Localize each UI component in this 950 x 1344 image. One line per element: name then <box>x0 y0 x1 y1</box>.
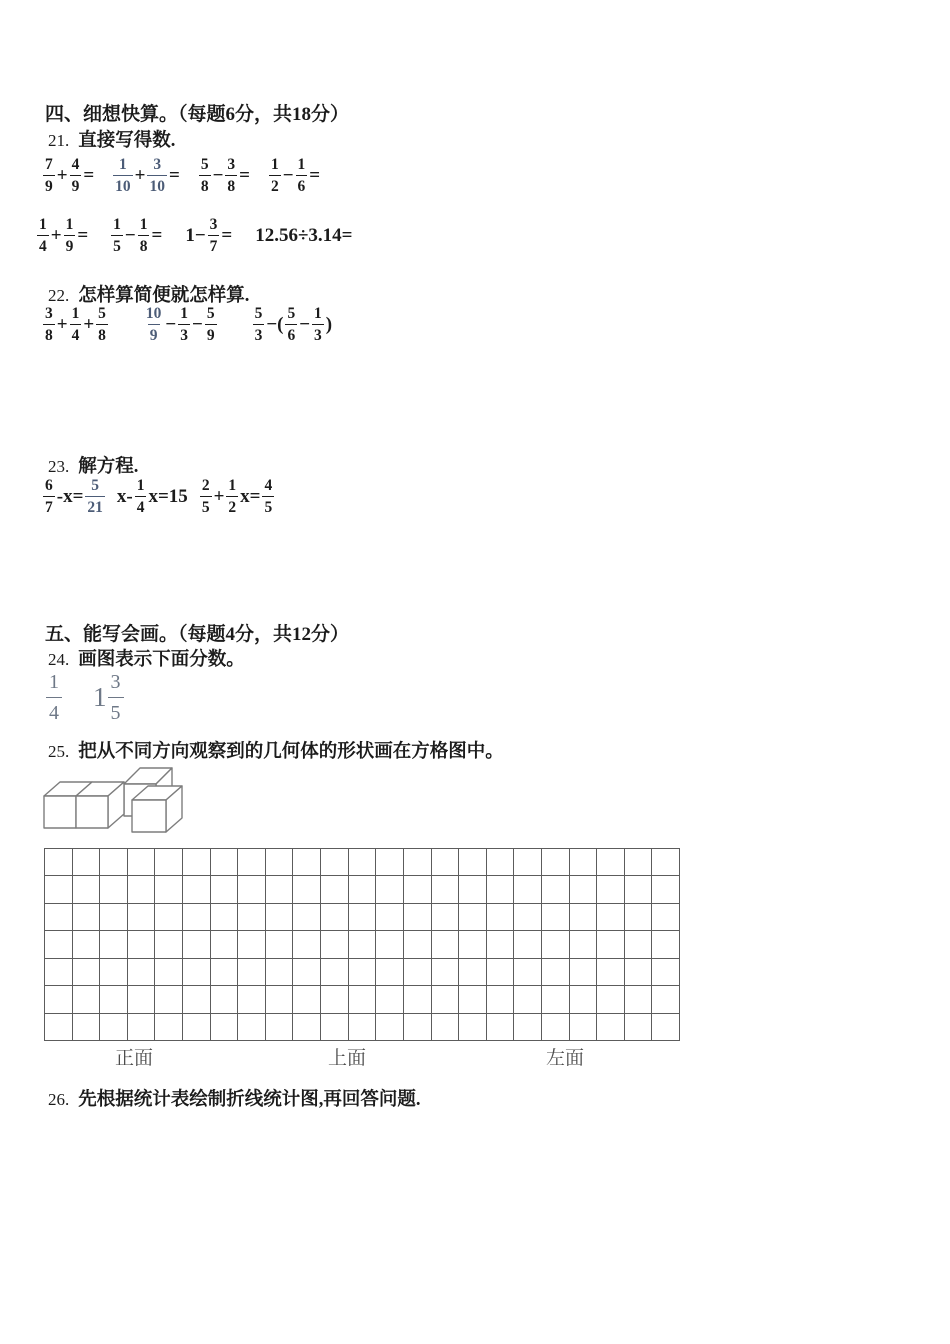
grid-cell <box>597 849 625 876</box>
fraction: $\frac{3}{10}$ <box>149 156 165 195</box>
grid-cell <box>404 931 432 958</box>
grid-cell <box>183 1014 211 1041</box>
grid-cell <box>266 876 294 903</box>
fraction: $\frac{1}{4}$ <box>39 216 47 255</box>
math-expression <box>198 157 251 194</box>
grid-cell <box>45 904 73 931</box>
q26-heading <box>48 1085 421 1111</box>
grid-cell <box>238 904 266 931</box>
grid-cell <box>211 876 239 903</box>
fraction: $\frac{5}{9}$ <box>206 305 215 344</box>
fraction: $\frac{1}{2}$ <box>270 156 279 195</box>
q23-title: 解方程. <box>78 457 139 477</box>
fraction: $\frac{1}{4}$ <box>46 672 62 723</box>
grid-cell <box>542 931 570 958</box>
whole-number: 1 <box>93 682 107 712</box>
grid-cell <box>432 986 460 1013</box>
math-expression <box>42 478 106 515</box>
math-operator: = <box>151 224 163 246</box>
grid-cell <box>542 904 570 931</box>
grid-cell <box>349 904 377 931</box>
grid-cell <box>349 849 377 876</box>
math-expression <box>143 306 218 343</box>
grid-cell <box>570 849 598 876</box>
grid-cell <box>514 959 542 986</box>
grid-cell <box>542 876 570 903</box>
math-operator: 1− <box>185 224 206 246</box>
grid-cell <box>404 876 432 903</box>
grid-label-left: 左面 <box>546 1048 585 1069</box>
fraction: $\frac{5}{6}$ <box>287 305 296 344</box>
grid-cell <box>155 849 183 876</box>
grid-cell <box>625 849 653 876</box>
grid-cell <box>45 959 73 986</box>
math-operator: x- <box>116 485 133 507</box>
grid-cell <box>128 876 156 903</box>
q23-heading <box>48 452 138 478</box>
math-expression <box>184 217 233 254</box>
math-operator: x= <box>240 485 261 507</box>
grid-cell <box>514 931 542 958</box>
math-operator: − <box>124 224 136 246</box>
grid-cell <box>211 959 239 986</box>
q24-heading <box>48 645 245 671</box>
grid-cell <box>542 1014 570 1041</box>
grid-cell <box>73 931 101 958</box>
math-expression <box>254 225 353 247</box>
math-operator: + <box>56 164 68 186</box>
grid-cell <box>542 849 570 876</box>
fraction: $\frac{3}{8}$ <box>45 305 53 344</box>
grid-cell <box>459 986 487 1013</box>
grid-cell <box>293 959 321 986</box>
math-operator: − <box>299 313 311 335</box>
section-5-heading: 五、能写会画。（每题4分，共12分） <box>45 624 350 645</box>
math-operator: = <box>83 164 95 186</box>
fraction: $\frac{1}{9}$ <box>65 216 74 255</box>
q21-math-row-2 <box>36 217 353 254</box>
grid-cell <box>100 986 128 1013</box>
q22-number: 22. <box>48 286 70 305</box>
fraction: $\frac{1}{4}$ <box>71 305 80 344</box>
grid-cell <box>487 1014 515 1041</box>
grid-cell <box>376 849 404 876</box>
math-expression <box>116 478 189 515</box>
fraction: $\frac{3}{7}$ <box>209 216 218 255</box>
grid-cell <box>128 849 156 876</box>
grid-cell <box>570 931 598 958</box>
grid-cell <box>73 904 101 931</box>
grid-cell <box>321 931 349 958</box>
grid-cell <box>376 904 404 931</box>
grid-cell <box>128 986 156 1013</box>
grid-cell <box>652 904 680 931</box>
math-expression <box>42 306 109 343</box>
q21-math-row-1 <box>42 157 321 194</box>
grid-cell <box>183 931 211 958</box>
q26-title: 先根据统计表绘制折线统计图,再回答问题. <box>78 1090 421 1110</box>
grid-cell <box>155 876 183 903</box>
grid-cell <box>155 959 183 986</box>
grid-cell <box>183 904 211 931</box>
cube-middle-front <box>76 796 108 828</box>
grid-cell <box>349 931 377 958</box>
math-operator: − <box>191 313 203 335</box>
grid-cell <box>459 876 487 903</box>
grid-cell <box>597 876 625 903</box>
grid-cell <box>597 986 625 1013</box>
grid-cell <box>652 986 680 1013</box>
q23-number: 23. <box>48 457 70 476</box>
math-operator: = <box>168 164 180 186</box>
grid-label-top: 上面 <box>328 1048 367 1069</box>
grid-cell <box>597 1014 625 1041</box>
math-operator: + <box>83 313 95 335</box>
grid-cell <box>293 1014 321 1041</box>
grid-cell <box>238 959 266 986</box>
fraction: $\frac{5}{3}$ <box>254 305 263 344</box>
grid-cell <box>514 849 542 876</box>
fraction: $\frac{4}{9}$ <box>71 156 80 195</box>
grid-cell <box>321 849 349 876</box>
grid-cell <box>625 986 653 1013</box>
math-expression <box>110 217 163 254</box>
q24-number: 24. <box>48 650 70 669</box>
grid-cell <box>293 904 321 931</box>
grid-cell <box>349 986 377 1013</box>
grid-cell <box>45 1014 73 1041</box>
math-operator: 12.56÷3.14= <box>255 224 353 246</box>
grid-cell <box>73 986 101 1013</box>
q25-title: 把从不同方向观察到的几何体的形状画在方格图中。 <box>78 742 504 762</box>
grid-cell <box>487 986 515 1013</box>
fraction: $\frac{5}{8}$ <box>200 156 209 195</box>
grid-cell <box>183 876 211 903</box>
math-operator: + <box>50 224 62 246</box>
grid-cell <box>652 931 680 958</box>
math-expression <box>268 157 321 194</box>
grid-cell <box>404 904 432 931</box>
grid-cell <box>570 876 598 903</box>
grid-cell <box>459 904 487 931</box>
fraction: $\frac{6}{7}$ <box>45 477 53 516</box>
grid-cell <box>404 986 432 1013</box>
q21-heading <box>48 126 175 152</box>
grid-cell <box>73 1014 101 1041</box>
grid-cell <box>128 1014 156 1041</box>
grid-cell <box>128 904 156 931</box>
grid-cell <box>211 1014 239 1041</box>
grid-cell <box>100 931 128 958</box>
grid-cell <box>625 904 653 931</box>
grid-cell <box>100 1014 128 1041</box>
fraction: $\frac{7}{9}$ <box>45 156 53 195</box>
math-operator: − <box>282 164 294 186</box>
grid-cell <box>459 849 487 876</box>
grid-cell <box>487 904 515 931</box>
q25-number: 25. <box>48 742 70 761</box>
grid-cell <box>266 849 294 876</box>
section-4-heading: 四、细想快算。（每题6分，共18分） <box>45 104 350 125</box>
grid-cell <box>459 931 487 958</box>
grid-cell <box>266 931 294 958</box>
grid-cell <box>625 1014 653 1041</box>
grid-cell <box>45 876 73 903</box>
grid-cell <box>376 876 404 903</box>
grid-cell <box>183 959 211 986</box>
grid-cell <box>238 986 266 1013</box>
grid-cell <box>266 959 294 986</box>
grid-cell <box>404 1014 432 1041</box>
math-operator: = <box>239 164 250 186</box>
grid-cell <box>432 876 460 903</box>
grid-cell <box>570 1014 598 1041</box>
grid-cell <box>597 931 625 958</box>
grid-cell <box>459 959 487 986</box>
grid-cell <box>625 959 653 986</box>
math-expression <box>112 157 181 194</box>
grid-cell <box>652 849 680 876</box>
grid-cell <box>293 876 321 903</box>
grid-cell <box>349 959 377 986</box>
math-operator: −( <box>266 313 284 335</box>
fraction: $\frac{4}{5}$ <box>264 477 273 516</box>
grid-cell <box>155 931 183 958</box>
grid-cell <box>487 876 515 903</box>
grid-cell <box>211 849 239 876</box>
q22-title: 怎样算简便就怎样算. <box>78 286 250 306</box>
grid-cell <box>45 931 73 958</box>
grid-cell <box>376 931 404 958</box>
math-operator: + <box>56 313 68 335</box>
grid-cell <box>652 876 680 903</box>
grid-cell <box>570 959 598 986</box>
math-expression <box>93 672 125 723</box>
grid-cell <box>238 876 266 903</box>
grid-cell <box>514 986 542 1013</box>
fraction: $\frac{3}{5}$ <box>108 672 124 723</box>
fraction: $\frac{1}{3}$ <box>180 305 188 344</box>
grid-cell <box>73 959 101 986</box>
grid-cell <box>45 849 73 876</box>
grid-cell <box>238 849 266 876</box>
fraction: $\frac{1}{4}$ <box>136 477 145 516</box>
cube-figure <box>36 758 192 844</box>
math-operator: x=15 <box>148 485 188 507</box>
q22-math-row <box>42 306 333 343</box>
fraction: $\frac{1}{10}$ <box>115 156 131 195</box>
fraction: $\frac{3}{8}$ <box>227 156 236 195</box>
grid-cell <box>211 931 239 958</box>
grid-cell <box>625 876 653 903</box>
grid-cell <box>376 1014 404 1041</box>
fraction: $\frac{5}{21}$ <box>87 477 103 516</box>
grid-cell <box>597 959 625 986</box>
grid-cell <box>100 959 128 986</box>
math-expression <box>199 478 275 515</box>
grid-cell <box>487 849 515 876</box>
grid-cell <box>652 959 680 986</box>
grid-cell <box>514 1014 542 1041</box>
grid-cell <box>293 931 321 958</box>
grid-cell <box>100 876 128 903</box>
grid-cell <box>432 1014 460 1041</box>
grid-cell <box>321 1014 349 1041</box>
q22-heading <box>48 281 249 307</box>
grid-cell <box>349 1014 377 1041</box>
grid-cell <box>321 876 349 903</box>
grid-cell <box>266 904 294 931</box>
grid-cell <box>514 876 542 903</box>
grid-cell <box>597 904 625 931</box>
fraction: $\frac{1}{6}$ <box>297 156 306 195</box>
grid-cell <box>155 904 183 931</box>
math-operator: -x= <box>56 485 84 507</box>
q26-number: 26. <box>48 1090 70 1109</box>
grid-cell <box>376 986 404 1013</box>
grid-cell <box>155 1014 183 1041</box>
grid-cell <box>128 959 156 986</box>
math-operator: = <box>309 164 321 186</box>
grid-cell <box>321 959 349 986</box>
cube-right-front <box>132 800 166 832</box>
grid-cell <box>514 904 542 931</box>
grid-cell <box>570 904 598 931</box>
cube-left-front <box>44 796 76 828</box>
grid-cell <box>73 876 101 903</box>
grid-cell <box>183 986 211 1013</box>
math-operator: = <box>221 224 233 246</box>
grid-cell <box>432 959 460 986</box>
grid-cell <box>542 986 570 1013</box>
grid-cell <box>128 931 156 958</box>
grid-cell <box>376 959 404 986</box>
grid-cell <box>404 959 432 986</box>
grid-cell <box>459 1014 487 1041</box>
fraction: $\frac{1}{3}$ <box>314 305 322 344</box>
grid-cell <box>487 959 515 986</box>
math-operator: ) <box>325 313 333 335</box>
q24-title: 画图表示下面分数。 <box>78 650 245 670</box>
fraction: $\frac{1}{2}$ <box>228 477 237 516</box>
q21-title: 直接写得数. <box>78 131 176 151</box>
grid-cell <box>652 1014 680 1041</box>
grid-cell <box>45 986 73 1013</box>
grid-cell <box>321 904 349 931</box>
math-expression <box>42 157 95 194</box>
grid-cell <box>100 849 128 876</box>
grid-label-front: 正面 <box>115 1048 154 1069</box>
math-expression <box>45 672 63 723</box>
math-expression <box>36 217 89 254</box>
grid-cell <box>321 986 349 1013</box>
fraction: $\frac{5}{8}$ <box>98 305 106 344</box>
grid-cell <box>266 986 294 1013</box>
fraction: $\frac{2}{5}$ <box>201 477 210 516</box>
grid-cell <box>432 904 460 931</box>
grid-cell <box>487 931 515 958</box>
grid-cell <box>100 904 128 931</box>
math-operator: = <box>77 224 89 246</box>
grid-cell <box>238 1014 266 1041</box>
grid-cell <box>211 904 239 931</box>
grid-cell <box>155 986 183 1013</box>
q23-math-row <box>42 478 275 515</box>
math-operator: + <box>213 485 225 507</box>
grid-cell <box>570 986 598 1013</box>
grid-cell <box>238 931 266 958</box>
math-expression <box>252 306 334 343</box>
grid-cell <box>73 849 101 876</box>
grid-cell <box>183 849 211 876</box>
grid-cell <box>293 986 321 1013</box>
math-operator: − <box>165 313 177 335</box>
grid-cell <box>349 876 377 903</box>
grid-cell <box>625 931 653 958</box>
grid-cell <box>211 986 239 1013</box>
grid-cell <box>404 849 432 876</box>
answer-grid <box>44 848 680 1041</box>
fraction: $\frac{1}{5}$ <box>113 216 121 255</box>
math-operator: + <box>134 164 146 186</box>
grid-cell <box>432 931 460 958</box>
q21-number: 21. <box>48 131 70 150</box>
grid-cell <box>432 849 460 876</box>
grid-cell <box>293 849 321 876</box>
grid-cell <box>542 959 570 986</box>
fraction: $\frac{1}{8}$ <box>139 216 148 255</box>
q24-fractions <box>45 672 125 723</box>
fraction: $\frac{10}{9}$ <box>145 305 162 344</box>
math-operator: − <box>212 164 224 186</box>
grid-cell <box>266 1014 294 1041</box>
